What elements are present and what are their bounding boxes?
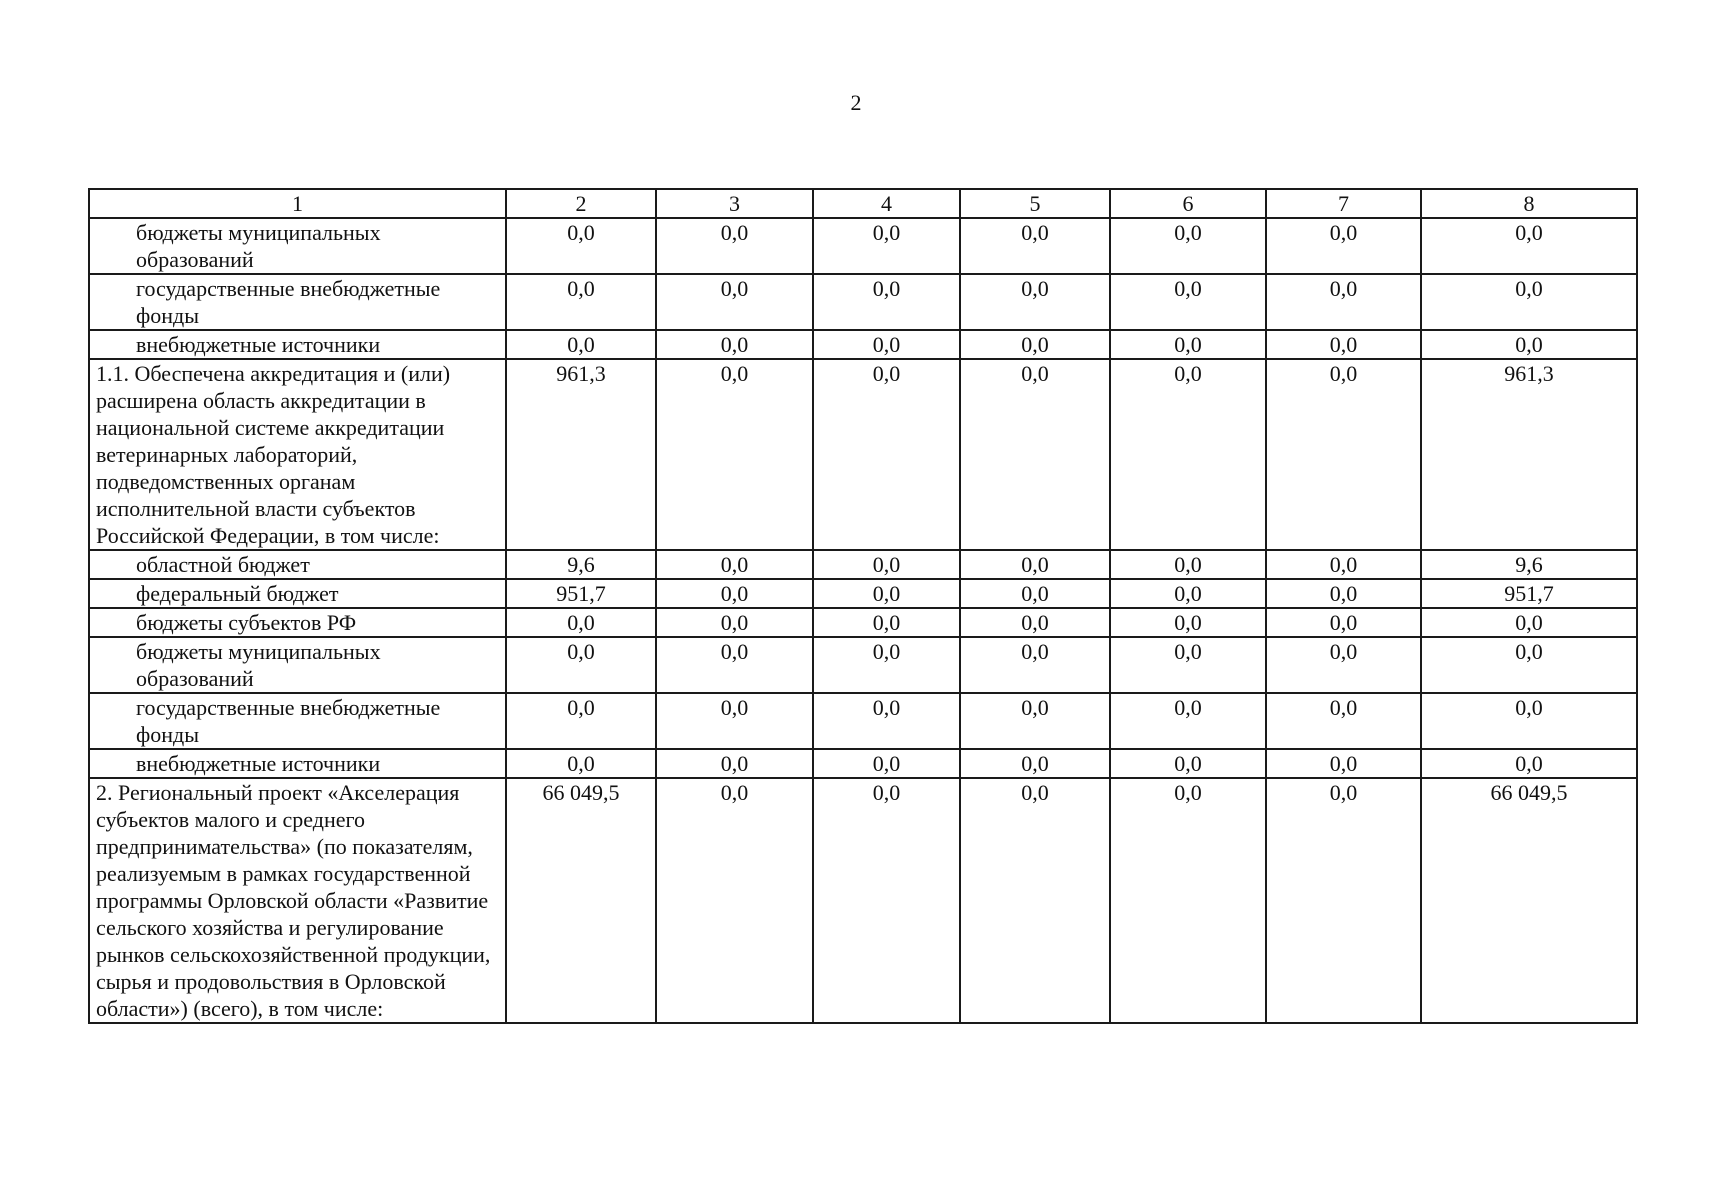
value-cell: 0,0	[813, 608, 960, 637]
value-cell: 0,0	[960, 330, 1110, 359]
row-label-cell	[89, 693, 506, 749]
value-cell: 0,0	[1110, 579, 1266, 608]
value-cell: 0,0	[1266, 749, 1421, 778]
table-header-row	[89, 189, 1637, 218]
row-label-cell	[89, 778, 506, 1023]
value-cell: 0,0	[1266, 608, 1421, 637]
value-cell: 0,0	[506, 274, 656, 330]
value-cell: 0,0	[656, 330, 813, 359]
value-cell: 0,0	[656, 608, 813, 637]
value-cell: 0,0	[1266, 550, 1421, 579]
value-cell: 0,0	[960, 637, 1110, 693]
row-label: бюджеты муниципальных образований	[136, 220, 381, 272]
row-label: государственные внебюджетные фонды	[136, 695, 441, 747]
value-cell: 0,0	[960, 218, 1110, 274]
value-cell: 0,0	[656, 550, 813, 579]
value-cell: 0,0	[1110, 218, 1266, 274]
value-cell: 0,0	[813, 749, 960, 778]
value-cell: 0,0	[1421, 330, 1637, 359]
value-cell: 0,0	[813, 274, 960, 330]
value-cell: 0,0	[656, 359, 813, 550]
table-row	[89, 693, 1637, 749]
value-cell: 0,0	[1266, 330, 1421, 359]
value-cell: 0,0	[1266, 778, 1421, 1023]
table-row	[89, 218, 1637, 274]
column-header: 8	[1421, 189, 1637, 218]
table-row	[89, 637, 1637, 693]
value-cell: 0,0	[960, 778, 1110, 1023]
table-row	[89, 778, 1637, 1023]
value-cell: 0,0	[656, 218, 813, 274]
value-cell: 0,0	[960, 579, 1110, 608]
value-cell: 0,0	[813, 579, 960, 608]
value-cell: 66 049,5	[506, 778, 656, 1023]
value-cell: 951,7	[1421, 579, 1637, 608]
row-label: бюджеты субъектов РФ	[136, 610, 357, 635]
value-cell: 0,0	[1421, 693, 1637, 749]
value-cell: 0,0	[813, 330, 960, 359]
column-header: 4	[813, 189, 960, 218]
value-cell: 0,0	[656, 778, 813, 1023]
value-cell: 0,0	[1110, 693, 1266, 749]
value-cell: 0,0	[960, 749, 1110, 778]
column-header: 3	[656, 189, 813, 218]
row-label-cell	[89, 330, 506, 359]
value-cell: 0,0	[656, 579, 813, 608]
value-cell: 0,0	[960, 550, 1110, 579]
value-cell: 0,0	[1110, 359, 1266, 550]
value-cell: 0,0	[813, 359, 960, 550]
value-cell: 0,0	[1421, 608, 1637, 637]
row-label-cell	[89, 579, 506, 608]
value-cell: 9,6	[506, 550, 656, 579]
value-cell: 961,3	[506, 359, 656, 550]
value-cell: 0,0	[1421, 274, 1637, 330]
value-cell: 9,6	[1421, 550, 1637, 579]
value-cell: 0,0	[813, 550, 960, 579]
row-label-cell	[89, 274, 506, 330]
page-number: 2	[850, 90, 862, 115]
value-cell: 0,0	[1110, 608, 1266, 637]
row-label: федеральный бюджет	[136, 581, 339, 606]
value-cell: 0,0	[1110, 637, 1266, 693]
value-cell: 0,0	[1110, 749, 1266, 778]
table-row	[89, 330, 1637, 359]
row-label: 1.1. Обеспечена аккредитация и (или) расширена область аккредитации в национальной системе аккредитации ветеринарных лабораторий, подведомственных органам исполнительной власти субъектов Российской Федерации, в том числе:	[96, 361, 451, 548]
column-header: 2	[506, 189, 656, 218]
value-cell: 0,0	[656, 274, 813, 330]
value-cell: 0,0	[813, 778, 960, 1023]
row-label: государственные внебюджетные фонды	[136, 276, 441, 328]
table-row	[89, 550, 1637, 579]
value-cell: 0,0	[1266, 579, 1421, 608]
column-header: 6	[1110, 189, 1266, 218]
value-cell: 0,0	[1110, 550, 1266, 579]
table-row	[89, 274, 1637, 330]
value-cell: 0,0	[1110, 330, 1266, 359]
value-cell: 0,0	[1266, 359, 1421, 550]
value-cell: 0,0	[506, 608, 656, 637]
value-cell: 0,0	[813, 637, 960, 693]
value-cell: 0,0	[813, 218, 960, 274]
value-cell: 0,0	[1266, 274, 1421, 330]
row-label: областной бюджет	[136, 552, 310, 577]
value-cell: 0,0	[506, 637, 656, 693]
value-cell: 0,0	[506, 749, 656, 778]
row-label: внебюджетные источники	[136, 751, 381, 776]
value-cell: 0,0	[960, 274, 1110, 330]
column-header: 5	[960, 189, 1110, 218]
value-cell: 0,0	[506, 330, 656, 359]
value-cell: 0,0	[813, 693, 960, 749]
value-cell: 0,0	[656, 693, 813, 749]
value-cell: 0,0	[656, 637, 813, 693]
table-row	[89, 749, 1637, 778]
table-row	[89, 608, 1637, 637]
value-cell: 0,0	[960, 359, 1110, 550]
value-cell: 0,0	[1421, 637, 1637, 693]
row-label-cell	[89, 608, 506, 637]
value-cell: 0,0	[1110, 274, 1266, 330]
value-cell: 0,0	[960, 608, 1110, 637]
value-cell: 0,0	[656, 749, 813, 778]
table-row	[89, 579, 1637, 608]
value-cell: 0,0	[1421, 749, 1637, 778]
value-cell: 0,0	[1266, 693, 1421, 749]
value-cell: 0,0	[506, 693, 656, 749]
row-label-cell	[89, 218, 506, 274]
row-label: внебюджетные источники	[136, 332, 381, 357]
budget-table	[88, 188, 1638, 1024]
value-cell: 0,0	[506, 218, 656, 274]
column-header: 1	[89, 189, 506, 218]
value-cell: 951,7	[506, 579, 656, 608]
row-label-cell	[89, 637, 506, 693]
value-cell: 0,0	[1266, 637, 1421, 693]
row-label-cell	[89, 359, 506, 550]
value-cell: 0,0	[1266, 218, 1421, 274]
row-label: 2. Региональный проект «Акселерация субъектов малого и среднего предпринимательства» (по показателям, реализуемым в рамках государственной программы Орловской области «Развитие сельского хозяйства и регулирование рынков сельскохозяйственной продукции, сырья и продовольствия в Орловской области») (всего), в том числе:	[96, 780, 491, 1021]
value-cell: 0,0	[960, 693, 1110, 749]
value-cell: 961,3	[1421, 359, 1637, 550]
row-label-cell	[89, 749, 506, 778]
column-header: 7	[1266, 189, 1421, 218]
table-row	[89, 359, 1637, 550]
value-cell: 66 049,5	[1421, 778, 1637, 1023]
row-label: бюджеты муниципальных образований	[136, 639, 381, 691]
value-cell: 0,0	[1421, 218, 1637, 274]
value-cell: 0,0	[1110, 778, 1266, 1023]
row-label-cell	[89, 550, 506, 579]
